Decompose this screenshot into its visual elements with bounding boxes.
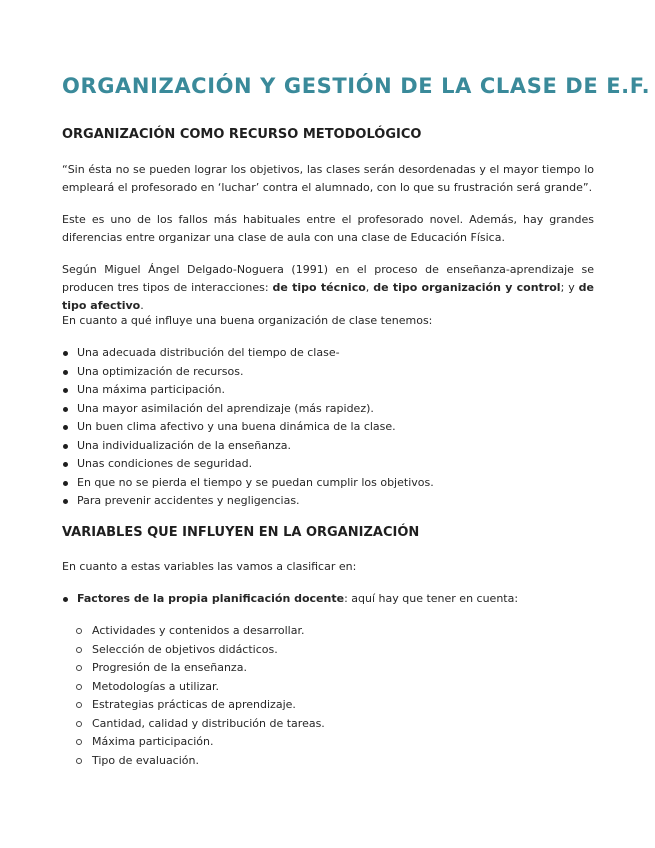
bold-term: de tipo afectivo	[62, 281, 595, 312]
paragraph-clasificar: En cuanto a estas variables las vamos a clasificar en:	[62, 560, 357, 573]
section-heading-organizacion: ORGANIZACIÓN COMO RECURSO METODOLÓGICO	[62, 127, 422, 142]
paragraph-influye: En cuanto a qué influye una buena organización de clase tenemos:	[62, 314, 433, 327]
list-item: Una adecuada distribución del tiempo de clase-	[62, 344, 594, 363]
sublist-item: Máxima participación.	[62, 733, 594, 752]
factores-list	[62, 590, 594, 609]
bold-term: de tipo técnico	[272, 281, 366, 294]
quote-paragraph: “Sin ésta no se pueden lograr los objetivos, las clases serán desordenadas y el mayor tiempo lo empleará el profesorado en ‘luchar’ contra el alumnado, con lo que su frustración será grande”.	[62, 163, 594, 194]
list-item: Una mayor asimilación del aprendizaje (más rapidez).	[62, 400, 594, 419]
text-fragment: .	[140, 299, 144, 312]
list-item	[62, 590, 594, 609]
list-item: Un buen clima afectivo y una buena dinámica de la clase.	[62, 418, 594, 437]
text-fragment: Según Miguel Ángel Delgado-Noguera (1991) en el proceso de enseñanza-aprendizaje se producen tres tipos de interacciones:	[62, 263, 594, 294]
paragraph-interacciones	[62, 261, 594, 315]
list-item: Una optimización de recursos.	[62, 363, 594, 382]
bold-term: Factores de la propia planificación docente	[77, 592, 345, 605]
page-title: ORGANIZACIÓN Y GESTIÓN DE LA CLASE DE E.F.	[62, 74, 651, 98]
sublist-item: Progresión de la enseñanza.	[62, 659, 594, 678]
text-fragment: : aquí hay que tener en cuenta:	[344, 592, 519, 605]
paragraph-novel: Este es uno de los fallos más habituales entre el profesorado novel. Además, hay grandes diferencias entre organizar una clase de aula con una clase de Educación Física.	[62, 213, 594, 244]
section-heading-variables: VARIABLES QUE INFLUYEN EN LA ORGANIZACIÓN	[62, 525, 420, 540]
planificacion-sublist	[62, 622, 594, 770]
list-item: Una máxima participación.	[62, 381, 594, 400]
sublist-item: Cantidad, calidad y distribución de tareas.	[62, 715, 594, 734]
sublist-item: Metodologías a utilizar.	[62, 678, 594, 697]
sublist-item: Tipo de evaluación.	[62, 752, 594, 771]
text-fragment: ; y	[560, 281, 579, 294]
list-item: Para prevenir accidentes y negligencias.	[62, 492, 594, 511]
text-fragment: ,	[365, 281, 374, 294]
organizacion-list	[62, 344, 594, 511]
list-item: Una individualización de la enseñanza.	[62, 437, 594, 456]
sublist-item: Selección de objetivos didácticos.	[62, 641, 594, 660]
sublist-item: Actividades y contenidos a desarrollar.	[62, 622, 594, 641]
list-item: Unas condiciones de seguridad.	[62, 455, 594, 474]
bold-term: de tipo organización y control	[373, 281, 561, 294]
list-item: En que no se pierda el tiempo y se puedan cumplir los objetivos.	[62, 474, 594, 493]
sublist-item: Estrategias prácticas de aprendizaje.	[62, 696, 594, 715]
